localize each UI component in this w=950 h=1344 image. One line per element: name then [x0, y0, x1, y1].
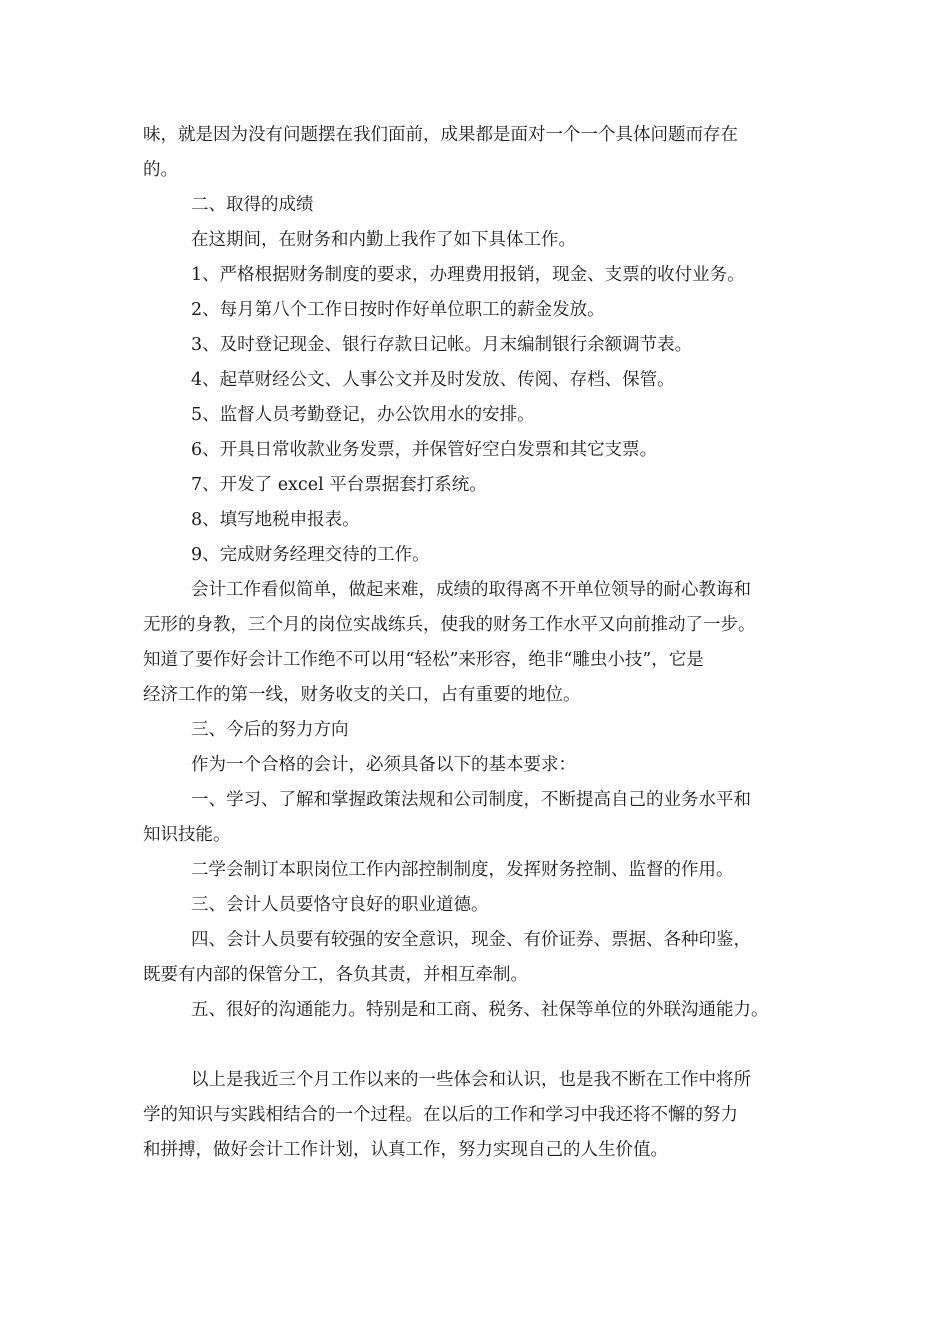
requirement-item: 五、很好的沟通能力。特别是和工商、税务、社保等单位的外联沟通能力。 [191, 1000, 769, 1020]
list-item: 6、开具日常收款业务发票，并保管好空白发票和其它支票。 [191, 440, 658, 460]
list-item: 2、每月第八个工作日按时作好单位职工的薪金发放。 [191, 300, 605, 320]
paragraph-line: 知识技能。 [143, 825, 231, 845]
section-heading: 二、取得的成绩 [191, 195, 314, 215]
list-item: 1、严格根据财务制度的要求，办理费用报销，现金、支票的收付业务。 [191, 265, 745, 285]
requirement-item: 四、会计人员要有较强的安全意识，现金、有价证券、票据、各种印鉴， [191, 930, 751, 950]
document-body [143, 118, 815, 1168]
paragraph-line: 味，就是因为没有问题摆在我们面前，成果都是面对一个一个具体问题而存在 [143, 125, 738, 145]
paragraph-spacer [143, 1028, 815, 1063]
requirement-item: 二学会制订本职岗位工作内部控制制度，发挥财务控制、监督的作用。 [191, 860, 734, 880]
conclusion-line: 以上是我近三个月工作以来的一些体会和认识，也是我不断在工作中将所 [191, 1070, 751, 1090]
requirement-item: 三、会计人员要恪守良好的职业道德。 [191, 895, 489, 915]
paragraph-line: 在这期间，在财务和内勤上我作了如下具体工作。 [191, 230, 576, 250]
list-item: 9、完成财务经理交待的工作。 [191, 545, 430, 565]
list-item: 7、开发了 excel 平台票据套打系统。 [191, 475, 487, 495]
list-item: 8、填写地税申报表。 [191, 510, 360, 530]
conclusion-line: 和拼搏，做好会计工作计划，认真工作，努力实现自己的人生价值。 [143, 1140, 668, 1160]
list-item: 3、及时登记现金、银行存款日记帐。月末编制银行余额调节表。 [191, 335, 693, 355]
section-heading: 三、今后的努力方向 [191, 720, 349, 740]
paragraph-line: 的。 [143, 160, 178, 180]
paragraph-line: 经济工作的第一线，财务收支的关口，占有重要的地位。 [143, 685, 581, 705]
list-item: 4、起草财经公文、人事公文并及时发放、传阅、存档、保管。 [191, 370, 675, 390]
paragraph-line: 知道了要作好会计工作绝不可以用“轻松”来形容，绝非“雕虫小技”，它是 [143, 650, 704, 670]
requirement-item: 一、学习、了解和掌握政策法规和公司制度，不断提高自己的业务水平和 [191, 790, 751, 810]
paragraph-line: 既要有内部的保管分工，各负其责，并相互牵制。 [143, 965, 528, 985]
conclusion-line: 学的知识与实践相结合的一个过程。在以后的工作和学习中我还将不懈的努力 [143, 1105, 738, 1125]
list-item: 5、监督人员考勤登记，办公饮用水的安排。 [191, 405, 535, 425]
paragraph-line: 会计工作看似简单，做起来难，成绩的取得离不开单位领导的耐心教诲和 [191, 580, 751, 600]
paragraph-line: 无形的身教，三个月的岗位实战练兵，使我的财务工作水平又向前推动了一步。 [143, 615, 756, 635]
paragraph-line: 作为一个合格的会计，必须具备以下的基本要求： [191, 755, 576, 775]
